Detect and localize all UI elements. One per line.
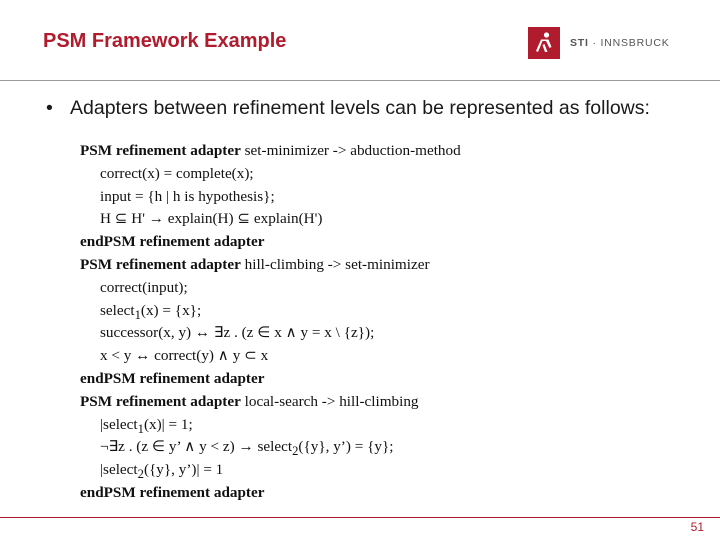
adapter1-line3: H ⊆ H' → explain(H) ⊆ explain(H'): [100, 210, 323, 228]
adapter3-line1-sub: 1: [137, 421, 144, 436]
adapter2-header: [80, 254, 461, 277]
adapter1-header: [80, 140, 461, 163]
adapter3-line1-post: (x)| = 1;: [143, 415, 193, 433]
adapter3-end: endPSM refinement adapter: [80, 483, 265, 501]
adapter1-end: endPSM refinement adapter: [80, 233, 265, 251]
adapter3-keyword: PSM refinement adapter: [80, 392, 241, 410]
adapter2-keyword: PSM refinement adapter: [80, 255, 241, 273]
adapter1-signature: set-minimizer -> abduction-method: [240, 142, 461, 159]
bullet-text: Adapters between refinement levels can be represented as follows:: [70, 97, 650, 119]
adapter2-line2: [80, 300, 461, 323]
adapter2-line2-sub: 1: [134, 307, 141, 322]
adapter3-header: [80, 391, 461, 414]
adapter2-signature: hill-climbing -> set-minimizer: [240, 255, 430, 273]
adapter3-line1-pre: |select: [100, 415, 138, 433]
adapter3-line3-sub: 2: [137, 467, 144, 482]
sti-figure-icon: [528, 27, 560, 59]
logo-name: STI: [570, 37, 589, 49]
adapter3-line3-pre: |select: [100, 461, 138, 479]
adapter2-line3: successor(x, y) ↔ ∃z . (z ∈ x ∧ y = x \ {z});: [100, 324, 375, 342]
footer-divider: [0, 517, 720, 518]
bullet-item: [46, 97, 650, 120]
adapter2-end: endPSM refinement adapter: [80, 369, 265, 387]
adapter1-keyword: PSM refinement adapter: [80, 142, 241, 159]
adapter3-line3-post: ({y}, y’)| = 1: [143, 461, 224, 479]
adapter3-signature: local-search -> hill-climbing: [240, 392, 419, 410]
adapter2-line2-post: (x) = {x};: [140, 301, 202, 319]
adapter3-line3: [80, 459, 461, 482]
logo-text: [570, 37, 670, 49]
page-number: 51: [690, 520, 704, 534]
adapter3-line2-pre: ¬∃z . (z ∈ y’ ∧ y < z) → select: [100, 438, 293, 456]
sti-logo: [528, 27, 670, 59]
logo-place: INNSBRUCK: [600, 37, 670, 49]
adapter2-line2-pre: select: [100, 301, 135, 319]
sti-logo-icon: [528, 27, 560, 59]
adapter1-line1: correct(x) = complete(x);: [100, 164, 254, 182]
adapter3-line2-post: ({y}, y’) = {y};: [298, 438, 394, 456]
code-block: [80, 140, 461, 505]
header-divider: [0, 80, 720, 81]
slide-title: PSM Framework Example: [43, 30, 287, 52]
bullet-icon: •: [46, 97, 53, 119]
adapter2-line1: correct(input);: [100, 278, 188, 296]
logo-separator: ·: [588, 37, 601, 49]
adapter3-line2: [80, 436, 461, 459]
adapter2-line4: x < y ↔ correct(y) ∧ y ⊂ x: [100, 347, 269, 365]
adapter1-line2: input = {h | h is hypothesis};: [100, 187, 275, 205]
adapter3-line1: [80, 414, 461, 437]
adapter3-line2-sub: 2: [292, 444, 299, 459]
